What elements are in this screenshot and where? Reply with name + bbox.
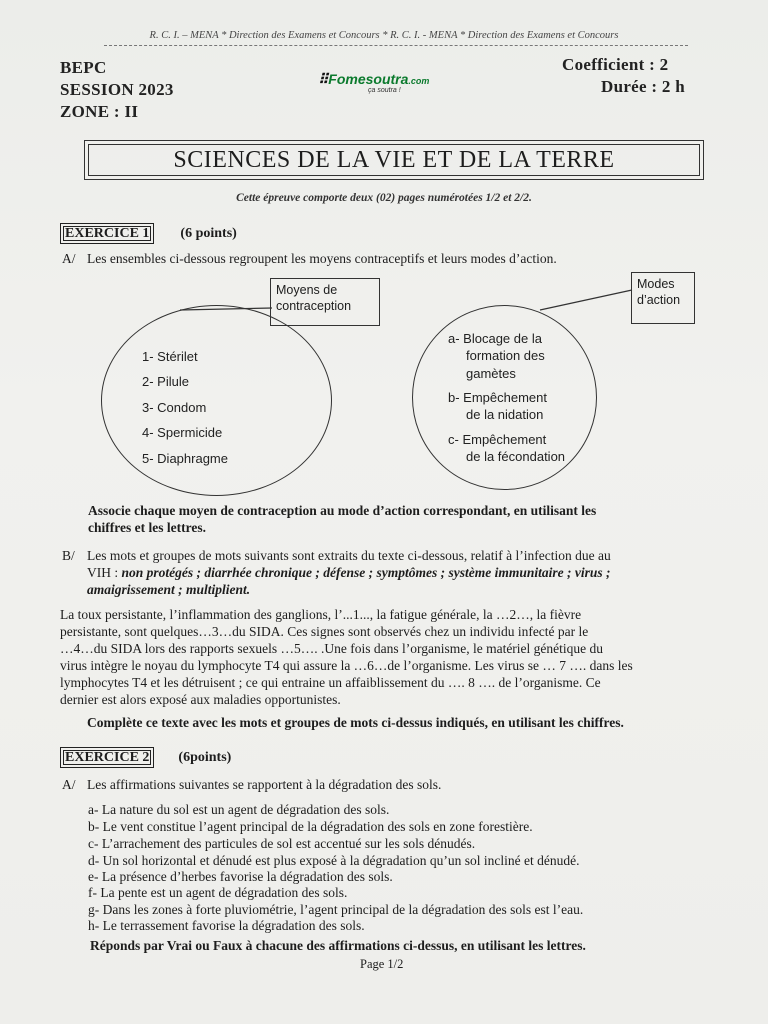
- paragraph-line-1: La toux persistante, l’inflammation des ganglions, l’...1..., la fatigue générale, la …2…, la fièvre: [60, 607, 582, 622]
- ex1-partB-l2-prefix: VIH :: [87, 565, 122, 580]
- logo-mark-icon: ⠿: [318, 71, 329, 87]
- ex1-partA-marker: A/: [62, 251, 76, 266]
- ex2-item-e: e- La présence d’herbes favorise la dégradation des sols.: [88, 869, 393, 884]
- mode-a-l2: formation des: [466, 348, 545, 363]
- moyen-5: 5- Diaphragme: [142, 451, 228, 466]
- mode-b-l1: b- Empêchement: [448, 390, 547, 405]
- box-modes-label: Modes d’action: [637, 277, 681, 307]
- logo-tagline: ça soutra !: [368, 87, 401, 94]
- paragraph-line-6: dernier est alors exposé aux maladies opportunistes.: [60, 692, 341, 707]
- mode-a-l3: gamètes: [466, 366, 516, 381]
- ex2-partA-marker: A/: [62, 777, 76, 792]
- exercise-2-points: (6points): [178, 750, 232, 765]
- duration-label: Durée : 2 h: [601, 77, 686, 96]
- mode-a-l1: a- Blocage de la: [448, 331, 542, 346]
- zone-label: ZONE : II: [60, 102, 139, 121]
- paragraph-line-4: virus intègre le noyau du lymphocyte T4 qui assure la …6…de l’organisme. Les virus se … 7 …. dans les: [60, 658, 633, 673]
- ex2-item-a: a- La nature du sol est un agent de dégradation des sols.: [88, 802, 390, 817]
- moyen-3: 3- Condom: [142, 400, 207, 415]
- ex2-item-c: c- L’arrachement des particules de sol est accentué sur les sols dénudés.: [88, 836, 476, 851]
- ex2-item-g: g- Dans les zones à forte pluviométrie, l’agent principal de la dégradation des sols est l’eau.: [88, 902, 584, 917]
- moyen-2: 2- Pilule: [142, 374, 189, 389]
- exercise-1-points: (6 points): [180, 226, 237, 241]
- ex2-item-f: f- La pente est un agent de dégradation des sols.: [88, 885, 348, 900]
- moyen-4: 4- Spermicide: [142, 425, 223, 440]
- logo-brand: Fomesoutra: [328, 71, 409, 87]
- exercise-2-label: EXERCICE 2: [60, 747, 154, 768]
- ex1-partB-l3: [87, 581, 250, 598]
- paragraph-line-3: …4…du SIDA lors des rapports sexuels …5…. .Une fois dans l’organisme, le matériel génétique du: [60, 641, 604, 656]
- ex1-partB-marker: B/: [62, 548, 75, 563]
- ex1-partB-l1: Les mots et groupes de mots suivants sont extraits du texte ci-dessous, relatif à l’infection due au: [87, 548, 611, 563]
- session-label: SESSION 2023: [60, 80, 174, 99]
- ex2-item-d: d- Un sol horizontal et dénudé est plus exposé à la dégradation qu’un sol incliné et dénudé.: [88, 853, 580, 868]
- box-moyens-label: Moyens de contraception: [276, 283, 352, 313]
- coefficient-label: Coefficient : 2: [562, 55, 669, 74]
- header-banner: R. C. I. – MENA * Direction des Examens et Concours * R. C. I. - MENA * Direction des Examens et Concours: [149, 30, 619, 41]
- logo-tld: .com: [408, 76, 430, 86]
- word-list-end: amaigrissement ; multiplient.: [87, 582, 251, 597]
- word-list: non protégés ; diarrhée chronique ; défense ; symptômes ; système immunitaire ; virus ;: [121, 565, 611, 580]
- set-moyens: [101, 305, 332, 496]
- box-moyens-contraception: [270, 278, 380, 326]
- ex1-partA-instruction-l1: Associe chaque moyen de contraception au mode d’action correspondant, en utilisant les: [88, 503, 597, 518]
- ex1-partA-text: Les ensembles ci-dessous regroupent les moyens contraceptifs et leurs modes d’action.: [87, 251, 557, 266]
- paragraph-line-2: persistante, sont quelques…3…du SIDA. Ces signes sont observés chez un individu infecté par le: [60, 624, 589, 639]
- mode-b-l2: de la nidation: [466, 407, 544, 422]
- page-title: SCIENCES DE LA VIE ET DE LA TERRE: [84, 140, 704, 180]
- ex1-partB-instruction: Complète ce texte avec les mots et groupes de mots ci-dessus indiqués, en utilisant les chiffres.: [87, 715, 624, 730]
- ex1-partA-instruction-l2: chiffres et les lettres.: [88, 520, 206, 535]
- exam-name: BEPC: [60, 58, 107, 77]
- ex1-partB-l2: [87, 564, 610, 581]
- page-number: Page 1/2: [360, 957, 404, 971]
- ex2-item-h: h- Le terrassement favorise la dégradation des sols.: [88, 918, 365, 933]
- moyen-1: 1- Stérilet: [142, 349, 198, 364]
- mode-c-l1: c- Empêchement: [448, 432, 547, 447]
- exercise-1-label: EXERCICE 1: [60, 223, 154, 244]
- box-modes-action: [631, 272, 695, 324]
- paragraph-line-5: lymphocytes T4 et les détruisent ; ce qui entraine un affaiblissement du …. 8 …. de l’organisme. Ce: [60, 675, 601, 690]
- ex2-item-b: b- Le vent constitue l’agent principal de la dégradation des sols en zone forestière.: [88, 819, 533, 834]
- ex2-partA-text: Les affirmations suivantes se rapportent à la dégradation des sols.: [87, 777, 442, 792]
- ex2-instruction: Réponds par Vrai ou Faux à chacune des affirmations ci-dessus, en utilisant les lettres.: [90, 938, 586, 953]
- mode-c-l2: de la fécondation: [466, 449, 566, 464]
- exam-intro: Cette épreuve comporte deux (02) pages numérotées 1/2 et 2/2.: [236, 192, 532, 204]
- exercise-2-header: [60, 748, 231, 766]
